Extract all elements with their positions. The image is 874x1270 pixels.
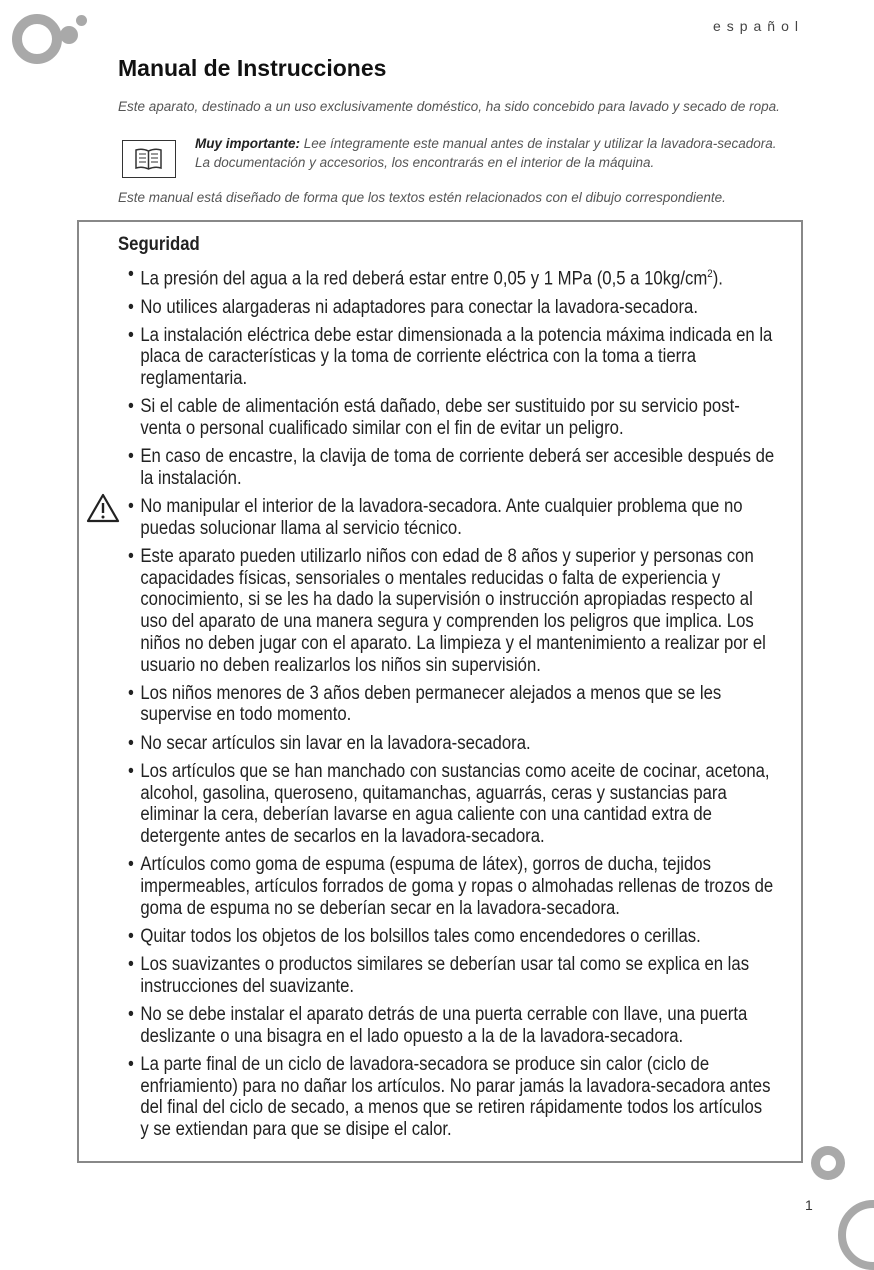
open-book-icon bbox=[122, 140, 176, 178]
safety-item: • Este aparato pueden utilizarlo niños con edad de 8 años y superior y personas con capacidades físicas, sensoriales o mentales reducidas o falta de experiencia y conocimiento, si se les ha dado la supervisión o instrucción apropiadas respecto al uso del aparato de una manera segura y comprenden los peligros que implica. Los niños no deben jugar con el aparato. La limpieza y el mantenimiento a realizar por el usuario no deben realizarlos los niños sin supervisión. bbox=[128, 546, 775, 676]
safety-item bbox=[128, 264, 775, 290]
safety-item: • No secar artículos sin lavar en la lavadora-secadora. bbox=[128, 733, 775, 755]
important-note bbox=[195, 134, 785, 172]
footer-arc-decoration bbox=[838, 1200, 874, 1270]
safety-item: • Los niños menores de 3 años deben permanecer alejados a menos que se les supervise en todo momento. bbox=[128, 683, 775, 726]
intro-text: Este aparato, destinado a un uso exclusivamente doméstico, ha sido concebido para lavado y secado de ropa. bbox=[118, 99, 780, 114]
logo-dot-medium bbox=[60, 26, 78, 44]
safety-item: • La instalación eléctrica debe estar dimensionada a la potencia máxima indicada en la placa de características y la toma de corriente eléctrica con la toma a tierra reglamentaria. bbox=[128, 325, 775, 390]
safety-item: • Artículos como goma de espuma (espuma de látex), gorros de ducha, tejidos impermeables, artículos forrados de goma y ropas o almohadas rellenas de trozos de goma de espuma no se deberían secar en la lavadora-secadora. bbox=[128, 854, 775, 919]
language-label: español bbox=[712, 18, 804, 34]
important-label: Muy importante: bbox=[195, 136, 301, 151]
safety-item: • En caso de encastre, la clavija de toma de corriente deberá ser accesible después de la instalación. bbox=[128, 446, 775, 489]
important-text: Lee íntegramente este manual antes de instalar y utilizar la lavadora-secadora. La documentación y accesorios, los encontrarás en el interior de la máquina. bbox=[195, 136, 777, 170]
safety-item: • No se debe instalar el aparato detrás de una puerta cerrable con llave, una puerta deslizante o una bisagra en el lado opuesto a la de la lavadora-secadora. bbox=[128, 1004, 775, 1047]
logo-ring-decoration bbox=[12, 14, 62, 64]
safety-item: • La parte final de un ciclo de lavadora-secadora se produce sin calor (ciclo de enfriamiento) para no dañar los artículos. No parar jamás la lavadora-secadora antes del final del ciclo de secado, a menos que se retiren rápidamente todos los artículos y se extiendan para que se disipe el calor. bbox=[128, 1054, 775, 1141]
safety-item: • Los artículos que se han manchado con sustancias como aceite de cocinar, acetona, alcohol, gasolina, queroseno, quitamanchas, aguarrás, ceras y sustancias para eliminar la cera, deberían lavarse en agua caliente con una cantidad extra de detergente antes de secarlos en la lavadora-secadora. bbox=[128, 761, 775, 848]
safety-item: • Quitar todos los objetos de los bolsillos tales como encendedores o cerillas. bbox=[128, 926, 775, 948]
safety-item: • Si el cable de alimentación está dañado, debe ser sustituido por su servicio post-venta o personal cualificado similar con el fin de evitar un peligro. bbox=[128, 396, 775, 439]
safety-item: • No utilices alargaderas ni adaptadores para conectar la lavadora-secadora. bbox=[128, 297, 775, 319]
logo-dot-small bbox=[76, 15, 87, 26]
page-number: 1 bbox=[805, 1197, 813, 1213]
superscript: 2 bbox=[707, 268, 713, 280]
page-title: Manual de Instrucciones bbox=[118, 55, 387, 81]
safety-item-text-end: ). bbox=[712, 268, 723, 290]
warning-triangle-icon bbox=[86, 493, 120, 528]
safety-item: • No manipular el interior de la lavadora-secadora. Ante cualquier problema que no puedas solucionar llama al servicio técnico. bbox=[128, 496, 775, 539]
manual-design-note: Este manual está diseñado de forma que los textos estén relacionados con el dibujo correspondiente. bbox=[118, 190, 726, 205]
safety-item: • Los suavizantes o productos similares se deberían usar tal como se explica en las instrucciones del suavizante. bbox=[128, 954, 775, 997]
safety-title: Seguridad bbox=[118, 234, 200, 255]
safety-item-text: La presión del agua a la red deberá estar entre 0,05 y 1 MPa (0,5 a 10kg/cm bbox=[140, 268, 708, 290]
safety-list bbox=[128, 264, 775, 1147]
footer-ring-decoration bbox=[811, 1146, 845, 1180]
